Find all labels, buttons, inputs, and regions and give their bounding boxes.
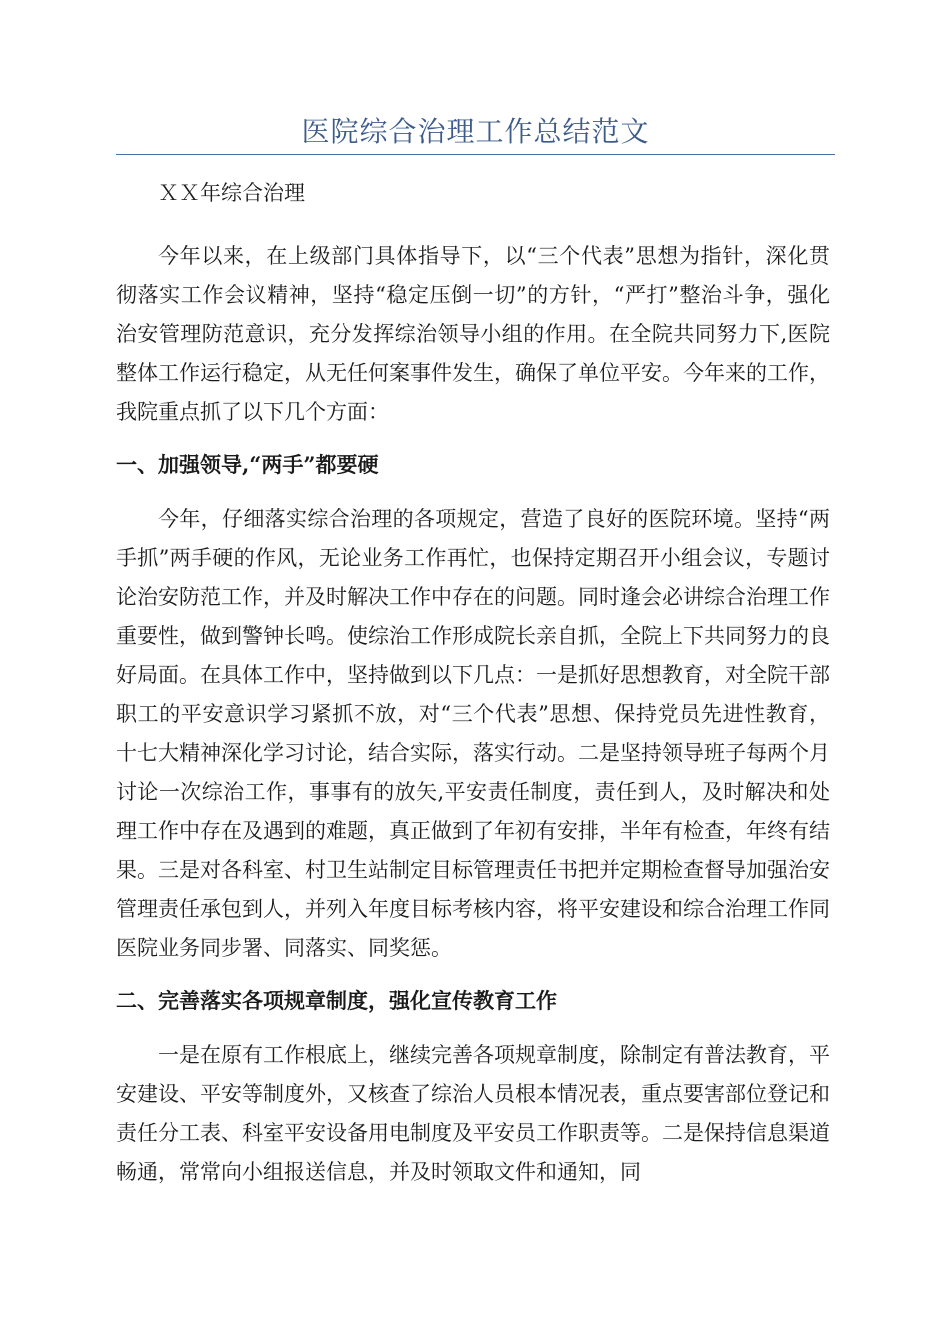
document-title: 医院综合治理工作总结范文 <box>301 115 650 148</box>
section-heading-2: 二、完善落实各项规章制度，强化宣传教育工作 <box>116 988 557 1013</box>
document-body <box>116 174 830 1192</box>
section-heading-1: 一、加强领导,“两手”都要硬 <box>116 452 379 477</box>
intro-paragraph: 今年以来，在上级部门具体指导下，以“三个代表”思想为指针，深化贯彻落实工作会议精神，坚持“稳定压倒一切”的方针，“严打”整治斗争，强化治安管理防范意识，充分发挥综治领导小组的作用。在全院共同努力下,医院整体工作运行稳定，从无任何案事件发生，确保了单位平安。今年来的工作，我院重点抓了以下几个方面： <box>116 244 830 424</box>
section-2-paragraph: 一是在原有工作根底上，继续完善各项规章制度，除制定有普法教育，平安建设、平安等制度外，又核查了综治人员根本情况表，重点要害部位登记和责任分工表、科室平安设备用电制度及平安员工作职责等。二是保持信息渠道畅通，常常向小组报送信息，并及时领取文件和通知，同 <box>116 1043 830 1184</box>
section-1-paragraph: 今年，仔细落实综合治理的各项规定，营造了良好的医院环境。坚持“两手抓”两手硬的作风，无论业务工作再忙，也保持定期召开小组会议，专题讨论治安防范工作，并及时解决工作中存在的问题。同时逢会必讲综合治理工作重要性，做到警钟长鸣。使综治工作形成院长亲自抓，全院上下共同努力的良好局面。在具体工作中，坚持做到以下几点：一是抓好思想教育，对全院干部职工的平安意识学习紧抓不放，对“三个代表”思想、保持党员先进性教育，十七大精神深化学习讨论，结合实际，落实行动。二是坚持领导班子每两个月讨论一次综治工作，事事有的放矢,平安责任制度，责任到人，及时解决和处理工作中存在及遇到的难题，真正做到了年初有安排，半年有检查，年终有结果。三是对各科室、村卫生站制定目标管理责任书把并定期检查督导加强治安管理责任承包到人，并列入年度目标考核内容，将平安建设和综合治理工作同医院业务同步署、同落实、同奖惩。 <box>116 507 830 960</box>
title-divider <box>116 154 835 155</box>
document-subtitle: ＸＸ年综合治理 <box>158 181 305 205</box>
